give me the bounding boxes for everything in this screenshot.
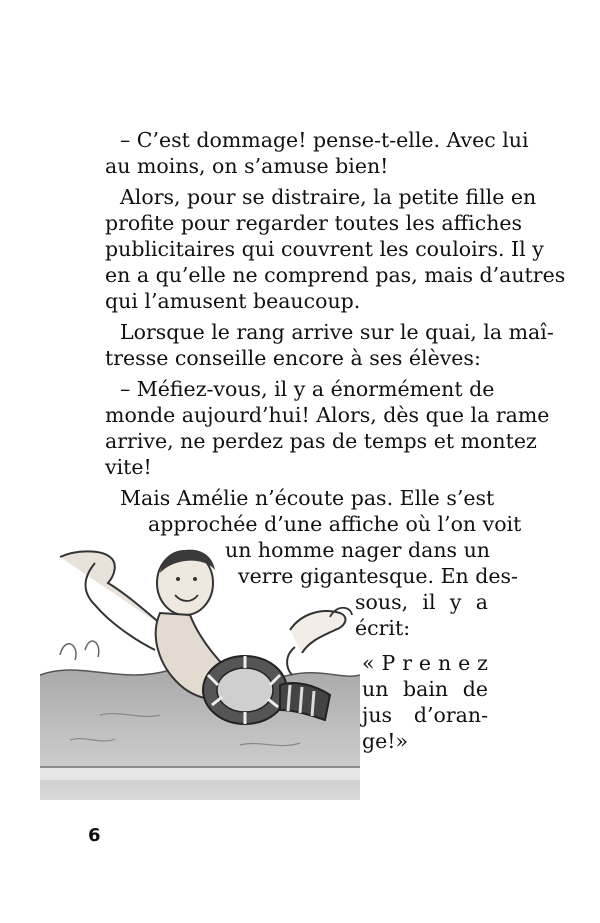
text-line: profite pour regarder toutes les affiches [105,211,523,235]
text-line: approchée d’une affiche où l’on voit [148,512,522,536]
text-line: ge!» [362,729,409,753]
text-line: « P r e n e z [362,651,488,675]
swimmer-in-orange-juice-glass-illustration [40,535,360,800]
text-line: verre gigantesque. En des- [238,564,518,588]
text-line: – Méfiez-vous, il y a énormément de [120,377,495,401]
text-line: en a qu’elle ne comprend pas, mais d’autres [105,263,566,287]
text-line: publicitaires qui couvrent les couloirs. Il y [105,237,544,261]
text-line: vite! [105,455,152,479]
text-line: tresse conseille encore à ses élèves: [105,346,481,370]
text-line: un bain de [362,677,488,701]
text-line: un homme nager dans un [225,538,490,562]
text-line: sous, il y a [355,590,488,614]
text-line: arrive, ne perdez pas de temps et montez [105,429,537,453]
text-line: Mais Amélie n’écoute pas. Elle s’est [120,486,495,510]
text-line: Lorsque le rang arrive sur le quai, la maî- [120,320,554,344]
page-number: 6 [88,825,101,846]
text-line: au moins, on s’amuse bien! [105,154,389,178]
text-line: Alors, pour se distraire, la petite fille en [120,185,537,209]
text-line: monde aujourd’hui! Alors, dès que la rame [105,403,550,427]
text-line: jus d’oran- [362,703,488,727]
text-line: – C’est dommage! pense-t-elle. Avec lui [120,128,529,152]
text-line: qui l’amusent beaucoup. [105,289,361,313]
text-line: écrit: [355,616,411,640]
